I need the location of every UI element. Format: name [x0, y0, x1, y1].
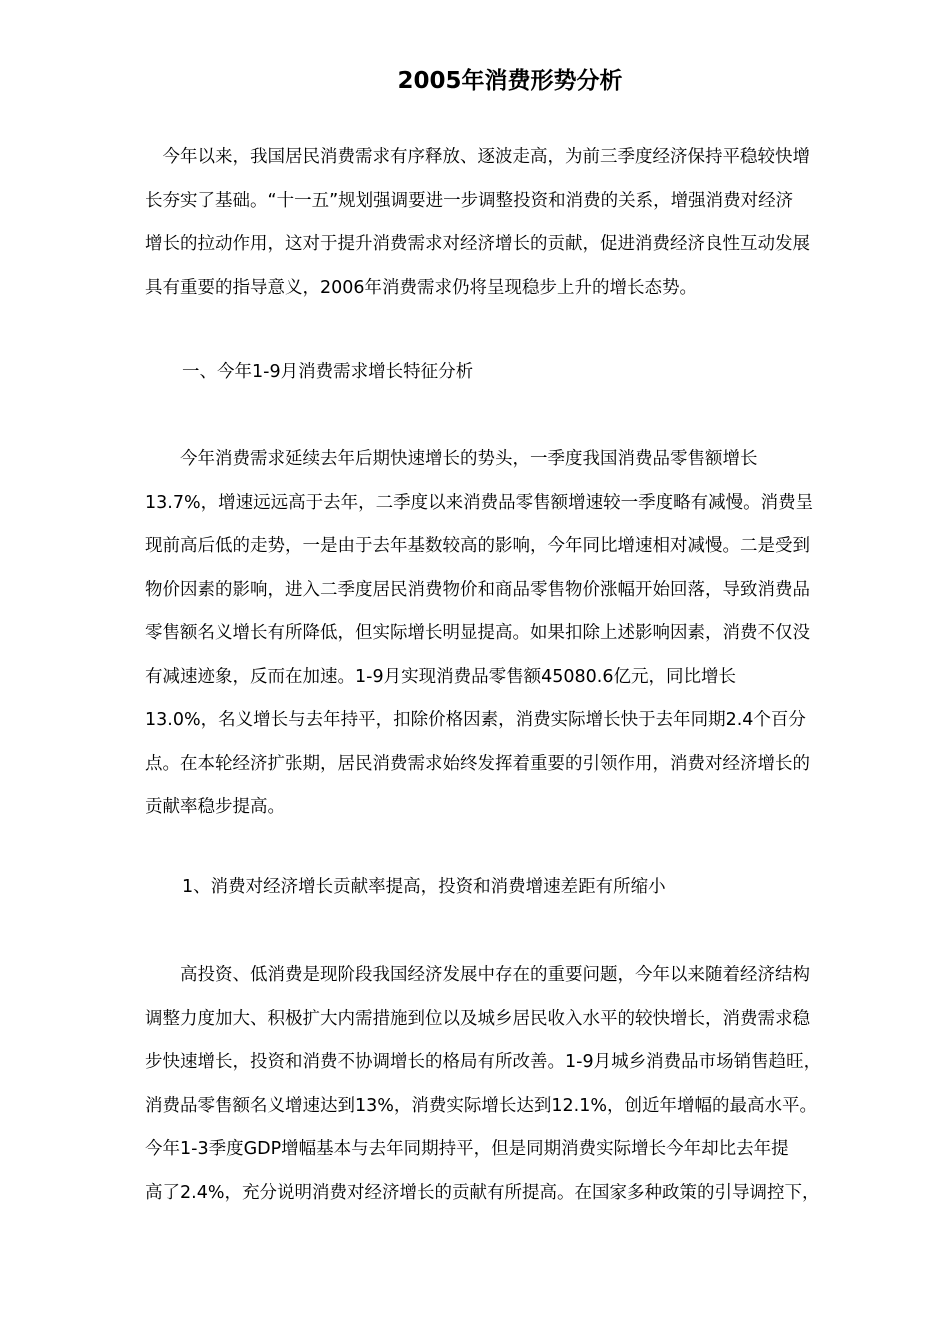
paragraph-line: 物价因素的影响，进入二季度居民消费物价和商品零售物价涨幅开始回落，导致消费品 — [145, 579, 810, 600]
subsection1-paragraph — [145, 954, 880, 1215]
paragraph-line: 长夯实了基础。“十一五”规划强调要进一步调整投资和消费的关系，增强消费对经济 — [145, 190, 794, 211]
document-title: 2005年消费形势分析 — [397, 68, 623, 94]
paragraph-line: 有减速迹象，反而在加速。1-9月实现消费品零售额45080.6亿元，同比增长 — [145, 666, 736, 687]
paragraph-line: 增长的拉动作用，这对于提升消费需求对经济增长的贡献，促进消费经济良性互动发展 — [145, 234, 810, 254]
paragraph-line: 步快速增长，投资和消费不协调增长的格局有所改善。1-9月城乡消费品市场销售趋旺， — [145, 1052, 822, 1072]
section-heading: 一、今年1-9月消费需求增长特征分析 — [182, 362, 474, 382]
paragraph-line: 调整力度加大、积极扩大内需措施到位以及城乡居民收入水平的较快增长，消费需求稳 — [145, 1008, 810, 1029]
paragraph-line: 高投资、低消费是现阶段我国经济发展中存在的重要问题，今年以来随着经济结构 — [145, 965, 810, 985]
section1-paragraph — [145, 438, 880, 830]
subsection-heading: 1、消费对经济增长贡献率提高，投资和消费增速差距有所缩小 — [182, 877, 666, 897]
paragraph-line: 具有重要的指导意义，2006年消费需求仍将呈现稳步上升的增长态势。 — [145, 277, 698, 298]
paragraph-line: 贡献率稳步提高。 — [145, 797, 285, 817]
paragraph-line: 消费品零售额名义增速达到13%，消费实际增长达到12.1%，创近年增幅的最高水平。 — [145, 1095, 817, 1116]
paragraph-line: 13.0%，名义增长与去年持平，扣除价格因素，消费实际增长快于去年同期2.4个百分 — [145, 710, 806, 730]
paragraph-line: 现前高后低的走势，一是由于去年基数较高的影响，今年同比增速相对减慢。二是受到 — [145, 536, 810, 556]
intro-paragraph — [145, 136, 880, 310]
paragraph-line: 13.7%，增速远远高于去年，二季度以来消费品零售额增速较一季度略有减慢。消费呈 — [145, 492, 814, 513]
paragraph-line: 今年消费需求延续去年后期快速增长的势头，一季度我国消费品零售额增长 — [145, 449, 758, 469]
paragraph-line: 零售额名义增长有所降低，但实际增长明显提高。如果扣除上述影响因素，消费不仅没 — [145, 623, 810, 643]
paragraph-line: 高了2.4%，充分说明消费对经济增长的贡献有所提高。在国家多种政策的引导调控下， — [145, 1182, 820, 1203]
paragraph-line: 今年1-3季度GDP增幅基本与去年同期持平，但是同期消费实际增长今年却比去年提 — [145, 1139, 789, 1159]
paragraph-line: 点。在本轮经济扩张期，居民消费需求始终发挥着重要的引领作用，消费对经济增长的 — [145, 753, 810, 774]
paragraph-line: 今年以来，我国居民消费需求有序释放、逐波走高，为前三季度经济保持平稳较快增 — [145, 147, 810, 167]
